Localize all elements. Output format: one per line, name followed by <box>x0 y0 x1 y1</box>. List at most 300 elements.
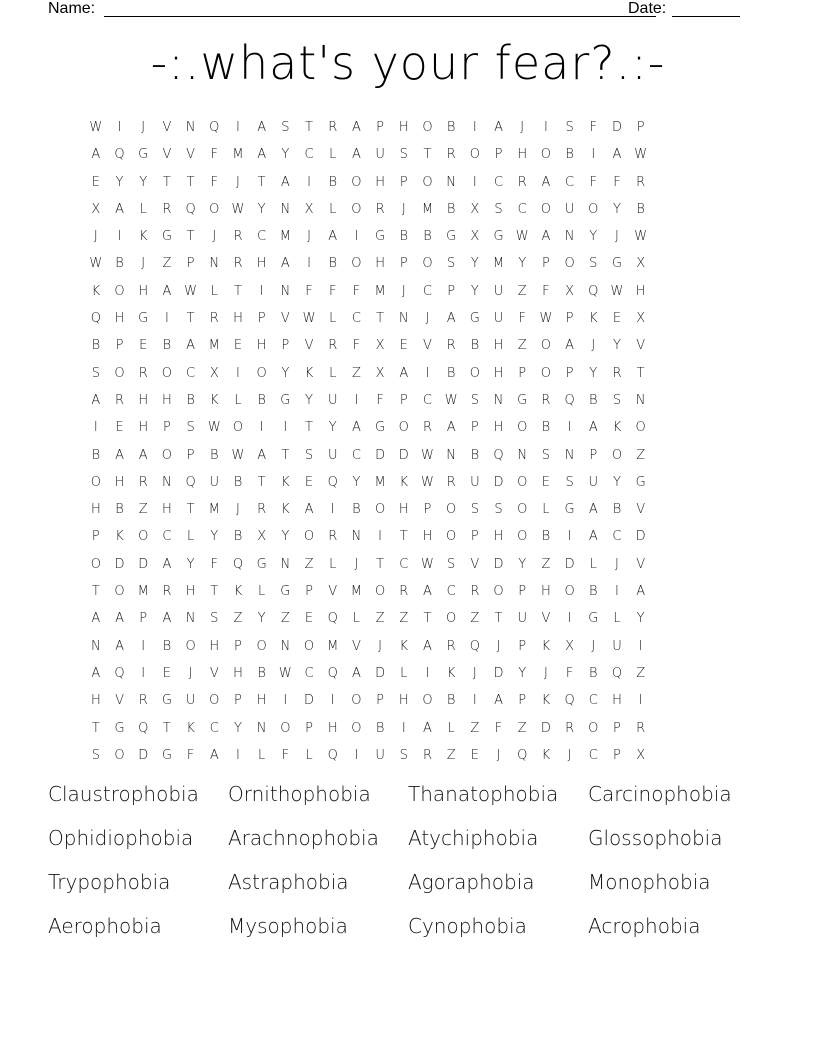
grid-letter: K <box>186 720 195 736</box>
grid-letter: J <box>236 174 240 190</box>
grid-letter: L <box>329 556 337 572</box>
grid-letter: J <box>567 747 572 763</box>
grid-letter: J <box>472 665 477 681</box>
grid-letter: S <box>470 502 479 518</box>
grid-letter: S <box>447 256 456 272</box>
grid-letter: T <box>376 556 385 572</box>
grid-letter: H <box>327 720 338 736</box>
grid-letter: N <box>564 447 575 463</box>
grid-letter: Y <box>518 556 527 572</box>
grid-letter: P <box>376 120 385 135</box>
word-list <box>48 782 768 958</box>
grid-letter: M <box>279 229 291 245</box>
grid-letter: A <box>541 229 551 245</box>
grid-letter: Z <box>399 611 409 627</box>
grid-letter: P <box>565 365 574 381</box>
grid-letter: Y <box>589 365 598 381</box>
grid-letter: O <box>493 584 504 600</box>
grid-letter: H <box>375 256 385 272</box>
grid-letter: J <box>307 229 311 245</box>
grid-letter: N <box>256 720 267 736</box>
grid-letter: D <box>114 556 125 572</box>
grid-letter: R <box>115 392 125 408</box>
grid-letter: Z <box>636 665 646 681</box>
grid-letter: Z <box>517 720 527 736</box>
grid-letter: Q <box>327 611 338 627</box>
grid-letter: I <box>259 420 264 436</box>
grid-letter: A <box>304 502 314 518</box>
grid-letter: X <box>636 256 646 272</box>
word-item: Claustrophobia <box>48 782 199 806</box>
grid-letter: F <box>210 147 219 163</box>
grid-letter: A <box>423 720 432 736</box>
grid-letter: O <box>469 365 480 381</box>
grid-letter: B <box>446 365 456 381</box>
grid-letter: O <box>517 420 528 436</box>
grid-letter: I <box>638 693 643 709</box>
grid-letter: F <box>376 392 384 408</box>
grid-letter: B <box>470 338 480 354</box>
grid-letter: I <box>141 638 146 654</box>
grid-letter: P <box>399 174 408 190</box>
grid-letter: B <box>589 665 598 681</box>
grid-letter: R <box>328 120 338 135</box>
grid-letter: U <box>185 693 196 709</box>
grid-letter: W <box>421 556 434 572</box>
grid-letter: R <box>257 502 267 518</box>
grid-letter: Z <box>470 720 480 736</box>
grid-letter: P <box>91 529 100 545</box>
grid-letter: G <box>161 747 172 763</box>
grid-letter: A <box>115 611 124 627</box>
grid-letter: A <box>565 338 575 354</box>
grid-letter: L <box>329 311 337 327</box>
grid-letter: Q <box>564 693 575 709</box>
word-item: Ornithophobia <box>228 782 371 806</box>
grid-letter: W <box>421 447 434 463</box>
grid-letter: K <box>399 474 409 490</box>
grid-letter: Y <box>470 256 479 272</box>
grid-letter: Y <box>612 201 621 217</box>
grid-letter: X <box>565 638 575 654</box>
grid-letter: P <box>518 365 527 381</box>
grid-letter: B <box>399 229 409 245</box>
grid-letter: F <box>210 174 219 190</box>
grid-letter: F <box>281 747 290 763</box>
grid-letter: I <box>236 365 240 381</box>
grid-letter: P <box>399 392 408 408</box>
grid-letter: X <box>565 283 575 299</box>
grid-letter: S <box>210 611 219 627</box>
grid-letter: Y <box>518 256 527 272</box>
grid-letter: O <box>256 365 267 381</box>
grid-letter: A <box>351 120 361 135</box>
grid-letter: O <box>446 502 457 518</box>
grid-letter: K <box>304 365 314 381</box>
grid-letter: X <box>636 311 646 327</box>
grid-letter: O <box>374 584 386 600</box>
grid-letter: S <box>304 447 314 463</box>
grid-letter: W <box>89 120 103 135</box>
grid-letter: O <box>517 529 528 545</box>
grid-letter: L <box>258 584 266 600</box>
grid-letter: A <box>612 147 622 163</box>
grid-letter: A <box>257 447 267 463</box>
grid-letter: P <box>139 611 148 627</box>
grid-letter: V <box>470 556 480 572</box>
grid-letter: Y <box>518 665 527 681</box>
page-title: -:.what's your fear?.:- <box>150 36 666 90</box>
grid-letter: U <box>517 611 527 627</box>
grid-letter: S <box>470 392 479 408</box>
grid-letter: J <box>591 638 596 654</box>
grid-letter: V <box>304 338 314 354</box>
grid-letter: P <box>518 638 527 654</box>
grid-letter: P <box>186 256 195 272</box>
grid-letter: W <box>278 665 292 681</box>
grid-row <box>84 633 653 660</box>
word-row <box>48 914 768 958</box>
grid-letter: F <box>352 283 361 299</box>
grid-letter: D <box>540 720 551 736</box>
grid-letter: L <box>305 747 313 763</box>
grid-letter: Q <box>114 665 125 681</box>
grid-letter: T <box>210 584 219 600</box>
grid-letter: I <box>236 747 240 763</box>
grid-letter: K <box>589 311 598 327</box>
name-label: Name: <box>48 0 96 17</box>
grid-letter: G <box>469 311 480 327</box>
grid-letter: C <box>186 365 196 381</box>
grid-letter: N <box>185 120 196 135</box>
grid-letter: T <box>186 229 195 245</box>
grid-letter: E <box>304 474 314 490</box>
grid-letter: K <box>281 502 290 518</box>
grid-letter: X <box>470 229 480 245</box>
grid-letter: S <box>281 120 290 135</box>
grid-letter: Y <box>257 611 266 627</box>
grid-letter: H <box>493 420 504 436</box>
grid-letter: B <box>636 201 645 217</box>
grid-letter: T <box>257 174 266 190</box>
grid-letter: A <box>351 420 361 436</box>
grid-letter: B <box>257 665 266 681</box>
grid-letter: D <box>611 120 622 135</box>
header <box>48 0 748 24</box>
grid-letter: H <box>162 392 172 408</box>
grid-letter: Y <box>233 720 242 736</box>
grid-letter: C <box>422 283 432 299</box>
grid-letter: C <box>304 665 314 681</box>
grid-letter: D <box>138 556 149 572</box>
grid-letter: I <box>259 283 264 299</box>
grid-letter: O <box>540 338 552 354</box>
grid-letter: M <box>137 584 149 600</box>
grid-letter: Y <box>186 556 195 572</box>
grid-letter: T <box>162 174 171 190</box>
grid-letter: B <box>328 256 337 272</box>
grid-row <box>84 360 653 387</box>
grid-letter: R <box>162 584 172 600</box>
grid-letter: K <box>541 747 551 763</box>
grid-letter: O <box>351 256 362 272</box>
grid-letter: C <box>446 584 456 600</box>
grid-letter: O <box>611 447 623 463</box>
grid-letter: V <box>162 147 172 163</box>
grid-letter: V <box>636 556 646 572</box>
grid-letter: I <box>283 693 288 709</box>
grid-letter: O <box>422 256 433 272</box>
grid-letter: Q <box>90 311 101 327</box>
grid-letter: D <box>493 474 504 490</box>
grid-letter: P <box>162 420 171 436</box>
grid-letter: O <box>446 529 457 545</box>
grid-letter: S <box>447 556 456 572</box>
grid-letter: X <box>636 747 646 763</box>
grid-letter: T <box>91 720 100 736</box>
grid-letter: G <box>161 229 172 245</box>
grid-letter: B <box>375 720 385 736</box>
grid-letter: O <box>303 638 315 654</box>
grid-letter: U <box>375 147 385 163</box>
grid-letter: L <box>329 147 337 163</box>
grid-letter: W <box>231 447 245 463</box>
word-item: Thanatophobia <box>408 782 559 806</box>
grid-letter: Q <box>232 556 244 572</box>
grid-letter: I <box>307 174 311 190</box>
grid-letter: F <box>305 283 313 299</box>
grid-letter: I <box>330 693 335 709</box>
grid-letter: K <box>541 693 551 709</box>
grid-letter: I <box>283 420 288 436</box>
grid-letter: F <box>186 747 195 763</box>
grid-letter: W <box>634 229 648 245</box>
grid-letter: N <box>280 638 291 654</box>
grid-letter: J <box>188 665 193 681</box>
grid-row <box>84 305 653 332</box>
grid-letter: K <box>446 665 456 681</box>
grid-letter: J <box>354 556 359 572</box>
grid-letter: S <box>399 147 408 163</box>
grid-letter: A <box>115 201 124 217</box>
grid-letter: P <box>115 338 124 354</box>
grid-letter: A <box>91 665 101 681</box>
grid-letter: B <box>423 229 432 245</box>
grid-letter: I <box>307 256 311 272</box>
grid-letter: T <box>281 447 290 463</box>
grid-letter: P <box>234 638 242 654</box>
grid-letter: Q <box>327 747 338 763</box>
grid-letter: O <box>635 420 646 436</box>
grid-letter: I <box>567 529 572 545</box>
grid-letter: R <box>233 229 243 245</box>
grid-letter: T <box>186 174 195 190</box>
grid-letter: L <box>186 529 195 545</box>
grid-letter: Y <box>636 611 645 627</box>
grid-letter: C <box>612 529 622 545</box>
grid-letter: N <box>185 611 196 627</box>
grid-letter: S <box>494 502 503 518</box>
grid-letter: O <box>517 502 528 518</box>
grid-letter: K <box>210 392 219 408</box>
grid-letter: O <box>209 693 220 709</box>
grid-letter: B <box>446 693 456 709</box>
grid-letter: L <box>589 556 597 572</box>
grid-letter: A <box>399 365 409 381</box>
grid-letter: T <box>305 120 313 135</box>
grid-letter: W <box>231 201 245 217</box>
grid-letter: J <box>496 638 501 654</box>
grid-letter: A <box>351 665 361 681</box>
grid-letter: I <box>378 529 383 545</box>
grid-letter: O <box>517 474 528 490</box>
grid-letter: V <box>186 147 196 163</box>
grid-letter: B <box>210 447 219 463</box>
grid-letter: H <box>138 392 149 408</box>
grid-letter: U <box>327 447 338 463</box>
grid-letter: B <box>446 120 456 135</box>
grid-letter: G <box>446 229 457 245</box>
grid-letter: H <box>375 174 385 190</box>
grid-letter: R <box>517 174 527 190</box>
grid-letter: J <box>520 120 525 135</box>
grid-letter: O <box>564 584 575 600</box>
grid-letter: F <box>352 338 361 354</box>
grid-letter: O <box>161 365 173 381</box>
grid-letter: W <box>184 283 198 299</box>
grid-letter: L <box>139 201 147 217</box>
word-item: Acrophobia <box>588 914 701 938</box>
grid-letter: A <box>115 447 124 463</box>
grid-letter: S <box>186 420 195 436</box>
grid-letter: K <box>233 584 243 600</box>
word-item: Trypophobia <box>48 870 171 894</box>
grid-letter: A <box>636 584 646 600</box>
grid-letter: I <box>401 720 406 736</box>
grid-letter: R <box>399 584 409 600</box>
grid-letter: R <box>612 365 622 381</box>
grid-letter: S <box>612 392 622 408</box>
grid-letter: R <box>422 747 432 763</box>
grid-letter: P <box>613 747 621 763</box>
grid-letter: H <box>138 420 149 436</box>
grid-letter: O <box>422 174 433 190</box>
grid-letter: O <box>114 365 125 381</box>
grid-letter: Z <box>138 502 148 518</box>
word-item: Arachnophobia <box>228 826 379 850</box>
word-item: Atychiphobia <box>408 826 539 850</box>
grid-letter: V <box>280 311 290 327</box>
grid-letter: R <box>541 392 551 408</box>
grid-letter: O <box>351 201 362 217</box>
grid-letter: H <box>114 474 125 490</box>
grid-letter: D <box>375 447 386 463</box>
grid-letter: J <box>141 120 146 135</box>
grid-letter: B <box>186 392 195 408</box>
grid-letter: R <box>446 338 456 354</box>
grid-letter: Y <box>612 338 621 354</box>
grid-letter: Q <box>209 120 220 135</box>
grid-letter: T <box>257 474 266 490</box>
grid-row <box>84 387 653 414</box>
grid-letter: O <box>114 283 125 299</box>
grid-letter: G <box>280 392 291 408</box>
grid-letter: C <box>588 693 598 709</box>
grid-letter: Y <box>115 174 124 190</box>
grid-letter: Q <box>114 147 125 163</box>
grid-letter: R <box>138 365 148 381</box>
grid-letter: P <box>423 502 432 518</box>
grid-letter: N <box>398 311 409 327</box>
grid-letter: P <box>613 720 621 736</box>
grid-letter: E <box>233 338 243 354</box>
grid-letter: A <box>588 529 598 545</box>
grid-letter: H <box>114 311 125 327</box>
grid-row <box>84 578 653 605</box>
grid-letter: Z <box>470 611 480 627</box>
grid-letter: I <box>615 584 619 600</box>
grid-letter: I <box>425 665 430 681</box>
grid-letter: A <box>446 420 456 436</box>
grid-letter: N <box>517 447 528 463</box>
grid-letter: P <box>305 720 313 736</box>
grid-letter: M <box>208 338 220 354</box>
grid-letter: H <box>233 311 243 327</box>
grid-letter: D <box>493 665 504 681</box>
grid-letter: B <box>162 338 172 354</box>
grid-letter: P <box>470 529 479 545</box>
grid-row <box>84 414 653 441</box>
grid-letter: F <box>494 720 503 736</box>
grid-letter: O <box>280 720 291 736</box>
grid-letter: J <box>615 229 619 245</box>
grid-letter: V <box>636 502 646 518</box>
grid-letter: G <box>375 229 386 245</box>
grid-letter: Q <box>327 474 338 490</box>
grid-letter: Y <box>612 474 621 490</box>
grid-letter: Y <box>470 283 479 299</box>
grid-letter: E <box>541 474 551 490</box>
word-row <box>48 782 768 826</box>
grid-letter: O <box>398 420 409 436</box>
word-item: Cynophobia <box>408 914 527 938</box>
grid-letter: A <box>138 447 148 463</box>
grid-letter: M <box>327 638 339 654</box>
grid-letter: H <box>256 693 267 709</box>
grid-letter: J <box>543 665 548 681</box>
grid-letter: C <box>257 229 267 245</box>
grid-letter: N <box>446 174 457 190</box>
grid-letter: F <box>613 174 621 190</box>
grid-letter: Q <box>327 665 338 681</box>
grid-letter: N <box>635 392 646 408</box>
grid-letter: H <box>493 529 504 545</box>
grid-letter: N <box>90 638 101 654</box>
grid-letter: H <box>90 502 101 518</box>
grid-letter: O <box>114 747 125 763</box>
grid-letter: G <box>161 693 172 709</box>
grid-letter: O <box>446 611 457 627</box>
grid-letter: A <box>351 147 361 163</box>
grid-letter: J <box>401 283 406 299</box>
grid-letter: O <box>422 120 433 135</box>
word-row <box>48 870 768 914</box>
grid-letter: Y <box>139 174 148 190</box>
grid-letter: Q <box>469 638 480 654</box>
grid-letter: H <box>398 120 409 135</box>
grid-letter: B <box>233 529 243 545</box>
grid-row <box>84 496 653 523</box>
